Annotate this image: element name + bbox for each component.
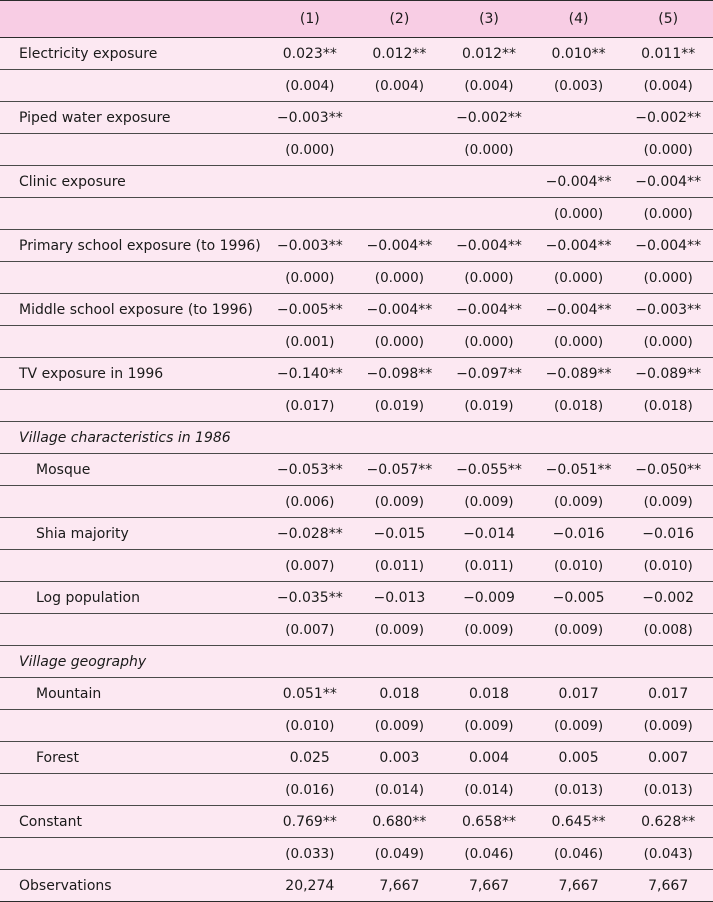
coefficient-cell: −0.140** xyxy=(265,358,355,390)
standard-error-cell: (0.009) xyxy=(444,710,534,742)
coefficient-cell xyxy=(355,166,445,198)
standard-error-cell: (0.004) xyxy=(265,70,355,102)
row-label: Clinic exposure xyxy=(0,166,265,198)
standard-error-row xyxy=(0,198,713,230)
coefficient-cell: 0.003 xyxy=(355,742,445,774)
standard-error-cell: (0.004) xyxy=(355,70,445,102)
empty-cell xyxy=(623,422,713,454)
standard-error-cell: (0.014) xyxy=(355,774,445,806)
coefficient-cell: 7,667 xyxy=(623,870,713,902)
standard-error-cell: (0.011) xyxy=(355,550,445,582)
column-header: (1) xyxy=(265,1,355,38)
section-label: Village characteristics in 1986 xyxy=(0,422,265,454)
row-label: Piped water exposure xyxy=(0,102,265,134)
standard-error-cell: (0.003) xyxy=(534,70,624,102)
section-header-row xyxy=(0,646,713,678)
coefficient-cell: −0.004** xyxy=(355,294,445,326)
coefficient-cell: −0.053** xyxy=(265,454,355,486)
row-label-empty xyxy=(0,838,265,870)
standard-error-cell: (0.018) xyxy=(623,390,713,422)
coefficient-cell xyxy=(355,102,445,134)
coefficient-cell: −0.002** xyxy=(623,102,713,134)
coefficient-cell: 0.017 xyxy=(534,678,624,710)
coefficient-cell: −0.016 xyxy=(623,518,713,550)
standard-error-cell: (0.009) xyxy=(355,710,445,742)
row-label-empty xyxy=(0,486,265,518)
standard-error-cell: (0.000) xyxy=(444,134,534,166)
coefficient-cell: 0.051** xyxy=(265,678,355,710)
standard-error-cell: (0.006) xyxy=(265,486,355,518)
empty-cell xyxy=(265,646,355,678)
standard-error-row xyxy=(0,710,713,742)
coefficient-cell: −0.004** xyxy=(444,230,534,262)
empty-cell xyxy=(355,646,445,678)
standard-error-cell: (0.000) xyxy=(444,262,534,294)
coefficient-cell: 0.769** xyxy=(265,806,355,838)
coefficient-cell: 0.007 xyxy=(623,742,713,774)
header-row xyxy=(0,1,713,38)
coefficient-cell: −0.004** xyxy=(355,230,445,262)
standard-error-cell: (0.000) xyxy=(444,326,534,358)
coefficient-row xyxy=(0,742,713,774)
column-header: (2) xyxy=(355,1,445,38)
coefficient-cell: 0.025 xyxy=(265,742,355,774)
standard-error-cell xyxy=(534,134,624,166)
coefficient-cell: −0.003** xyxy=(265,102,355,134)
standard-error-cell: (0.033) xyxy=(265,838,355,870)
row-label: Primary school exposure (to 1996) xyxy=(0,230,265,262)
standard-error-cell: (0.019) xyxy=(355,390,445,422)
empty-cell xyxy=(444,646,534,678)
coefficient-cell: −0.035** xyxy=(265,582,355,614)
coefficient-cell: 7,667 xyxy=(534,870,624,902)
standard-error-cell: (0.009) xyxy=(623,710,713,742)
standard-error-cell: (0.009) xyxy=(534,486,624,518)
standard-error-cell: (0.011) xyxy=(444,550,534,582)
standard-error-cell: (0.000) xyxy=(623,134,713,166)
standard-error-cell: (0.018) xyxy=(534,390,624,422)
coefficient-cell: −0.089** xyxy=(534,358,624,390)
empty-cell xyxy=(534,646,624,678)
standard-error-cell: (0.007) xyxy=(265,550,355,582)
column-header: (5) xyxy=(623,1,713,38)
standard-error-cell: (0.009) xyxy=(623,486,713,518)
standard-error-cell xyxy=(444,198,534,230)
standard-error-row xyxy=(0,838,713,870)
coefficient-cell: 0.012** xyxy=(355,38,445,70)
header-stub xyxy=(0,1,265,38)
standard-error-cell: (0.014) xyxy=(444,774,534,806)
standard-error-cell: (0.009) xyxy=(534,710,624,742)
standard-error-cell: (0.000) xyxy=(355,326,445,358)
coefficient-cell: 0.004 xyxy=(444,742,534,774)
coefficient-cell: 0.645** xyxy=(534,806,624,838)
coefficient-cell: −0.003** xyxy=(265,230,355,262)
standard-error-cell: (0.000) xyxy=(534,198,624,230)
standard-error-cell: (0.000) xyxy=(265,134,355,166)
coefficient-cell: −0.004** xyxy=(534,294,624,326)
coefficient-row xyxy=(0,454,713,486)
empty-cell xyxy=(265,422,355,454)
coefficient-cell: −0.014 xyxy=(444,518,534,550)
coefficient-cell: −0.005 xyxy=(534,582,624,614)
row-label-empty xyxy=(0,390,265,422)
coefficient-cell: −0.013 xyxy=(355,582,445,614)
standard-error-cell: (0.000) xyxy=(623,198,713,230)
standard-error-cell: (0.009) xyxy=(444,614,534,646)
coefficient-cell: −0.055** xyxy=(444,454,534,486)
standard-error-cell: (0.046) xyxy=(444,838,534,870)
coefficient-cell: 7,667 xyxy=(444,870,534,902)
coefficient-cell: −0.089** xyxy=(623,358,713,390)
standard-error-cell: (0.008) xyxy=(623,614,713,646)
coefficient-cell: 0.012** xyxy=(444,38,534,70)
row-label-empty xyxy=(0,70,265,102)
section-header-row xyxy=(0,422,713,454)
row-label: Constant xyxy=(0,806,265,838)
row-label: Observations xyxy=(0,870,265,902)
standard-error-cell: (0.049) xyxy=(355,838,445,870)
coefficient-cell: −0.051** xyxy=(534,454,624,486)
row-label-empty xyxy=(0,326,265,358)
coefficient-row xyxy=(0,806,713,838)
coefficient-cell: −0.004** xyxy=(444,294,534,326)
standard-error-cell: (0.013) xyxy=(623,774,713,806)
coefficient-cell: 0.023** xyxy=(265,38,355,70)
coefficient-cell xyxy=(444,166,534,198)
coefficient-row xyxy=(0,582,713,614)
coefficient-cell: −0.005** xyxy=(265,294,355,326)
empty-cell xyxy=(534,422,624,454)
standard-error-cell: (0.000) xyxy=(534,326,624,358)
standard-error-cell: (0.000) xyxy=(355,262,445,294)
row-label: Shia majority xyxy=(0,518,265,550)
row-label: Log population xyxy=(0,582,265,614)
table-body xyxy=(0,1,713,902)
coefficient-cell: −0.050** xyxy=(623,454,713,486)
standard-error-cell: (0.009) xyxy=(444,486,534,518)
coefficient-cell xyxy=(265,166,355,198)
section-label: Village geography xyxy=(0,646,265,678)
standard-error-cell: (0.009) xyxy=(355,614,445,646)
standard-error-row xyxy=(0,262,713,294)
coefficient-cell: 0.628** xyxy=(623,806,713,838)
coefficient-row xyxy=(0,38,713,70)
coefficient-cell: −0.004** xyxy=(534,230,624,262)
standard-error-cell xyxy=(355,134,445,166)
coefficient-cell: 0.011** xyxy=(623,38,713,70)
coefficient-cell: −0.097** xyxy=(444,358,534,390)
standard-error-cell: (0.009) xyxy=(355,486,445,518)
standard-error-cell: (0.010) xyxy=(265,710,355,742)
standard-error-row xyxy=(0,70,713,102)
standard-error-row xyxy=(0,550,713,582)
coefficient-row xyxy=(0,518,713,550)
row-label-empty xyxy=(0,774,265,806)
standard-error-cell: (0.019) xyxy=(444,390,534,422)
standard-error-row xyxy=(0,614,713,646)
coefficient-cell: 0.005 xyxy=(534,742,624,774)
standard-error-cell: (0.010) xyxy=(534,550,624,582)
column-header: (3) xyxy=(444,1,534,38)
coefficient-cell: 0.658** xyxy=(444,806,534,838)
coefficient-cell: 0.017 xyxy=(623,678,713,710)
standard-error-cell: (0.013) xyxy=(534,774,624,806)
standard-error-row xyxy=(0,486,713,518)
coefficient-cell: 0.018 xyxy=(444,678,534,710)
row-label: Mountain xyxy=(0,678,265,710)
row-label: Electricity exposure xyxy=(0,38,265,70)
empty-cell xyxy=(444,422,534,454)
standard-error-cell: (0.000) xyxy=(623,326,713,358)
coefficient-cell: 0.680** xyxy=(355,806,445,838)
standard-error-cell: (0.000) xyxy=(265,262,355,294)
row-label-empty xyxy=(0,198,265,230)
empty-cell xyxy=(355,422,445,454)
standard-error-cell: (0.001) xyxy=(265,326,355,358)
standard-error-cell: (0.000) xyxy=(623,262,713,294)
coefficient-row xyxy=(0,678,713,710)
row-label-empty xyxy=(0,614,265,646)
coefficient-cell: −0.002 xyxy=(623,582,713,614)
standard-error-cell: (0.004) xyxy=(623,70,713,102)
standard-error-cell: (0.017) xyxy=(265,390,355,422)
coefficient-cell: −0.009 xyxy=(444,582,534,614)
coefficient-row xyxy=(0,294,713,326)
standard-error-cell: (0.016) xyxy=(265,774,355,806)
empty-cell xyxy=(623,646,713,678)
coefficient-cell: −0.002** xyxy=(444,102,534,134)
coefficient-row xyxy=(0,102,713,134)
row-label: TV exposure in 1996 xyxy=(0,358,265,390)
coefficient-cell: −0.004** xyxy=(534,166,624,198)
standard-error-cell: (0.010) xyxy=(623,550,713,582)
coefficient-row xyxy=(0,230,713,262)
row-label: Mosque xyxy=(0,454,265,486)
coefficient-cell: −0.015 xyxy=(355,518,445,550)
coefficient-row xyxy=(0,358,713,390)
row-label: Middle school exposure (to 1996) xyxy=(0,294,265,326)
coefficient-cell: −0.016 xyxy=(534,518,624,550)
standard-error-row xyxy=(0,134,713,166)
coefficient-cell: −0.004** xyxy=(623,230,713,262)
row-label: Forest xyxy=(0,742,265,774)
standard-error-row xyxy=(0,390,713,422)
standard-error-cell: (0.046) xyxy=(534,838,624,870)
coefficient-cell: 0.018 xyxy=(355,678,445,710)
row-label-empty xyxy=(0,262,265,294)
standard-error-cell: (0.009) xyxy=(534,614,624,646)
standard-error-cell: (0.004) xyxy=(444,70,534,102)
coefficient-row xyxy=(0,870,713,902)
coefficient-row xyxy=(0,166,713,198)
standard-error-cell: (0.007) xyxy=(265,614,355,646)
coefficient-cell: −0.098** xyxy=(355,358,445,390)
standard-error-cell: (0.000) xyxy=(534,262,624,294)
coefficient-cell: −0.028** xyxy=(265,518,355,550)
coefficient-cell: −0.004** xyxy=(623,166,713,198)
row-label-empty xyxy=(0,710,265,742)
row-label-empty xyxy=(0,550,265,582)
column-header: (4) xyxy=(534,1,624,38)
coefficient-cell: −0.003** xyxy=(623,294,713,326)
standard-error-cell: (0.043) xyxy=(623,838,713,870)
coefficient-cell: 20,274 xyxy=(265,870,355,902)
standard-error-cell xyxy=(355,198,445,230)
standard-error-row xyxy=(0,326,713,358)
standard-error-row xyxy=(0,774,713,806)
row-label-empty xyxy=(0,134,265,166)
coefficient-cell: −0.057** xyxy=(355,454,445,486)
coefficient-cell: 7,667 xyxy=(355,870,445,902)
coefficient-cell xyxy=(534,102,624,134)
coefficient-cell: 0.010** xyxy=(534,38,624,70)
standard-error-cell xyxy=(265,198,355,230)
